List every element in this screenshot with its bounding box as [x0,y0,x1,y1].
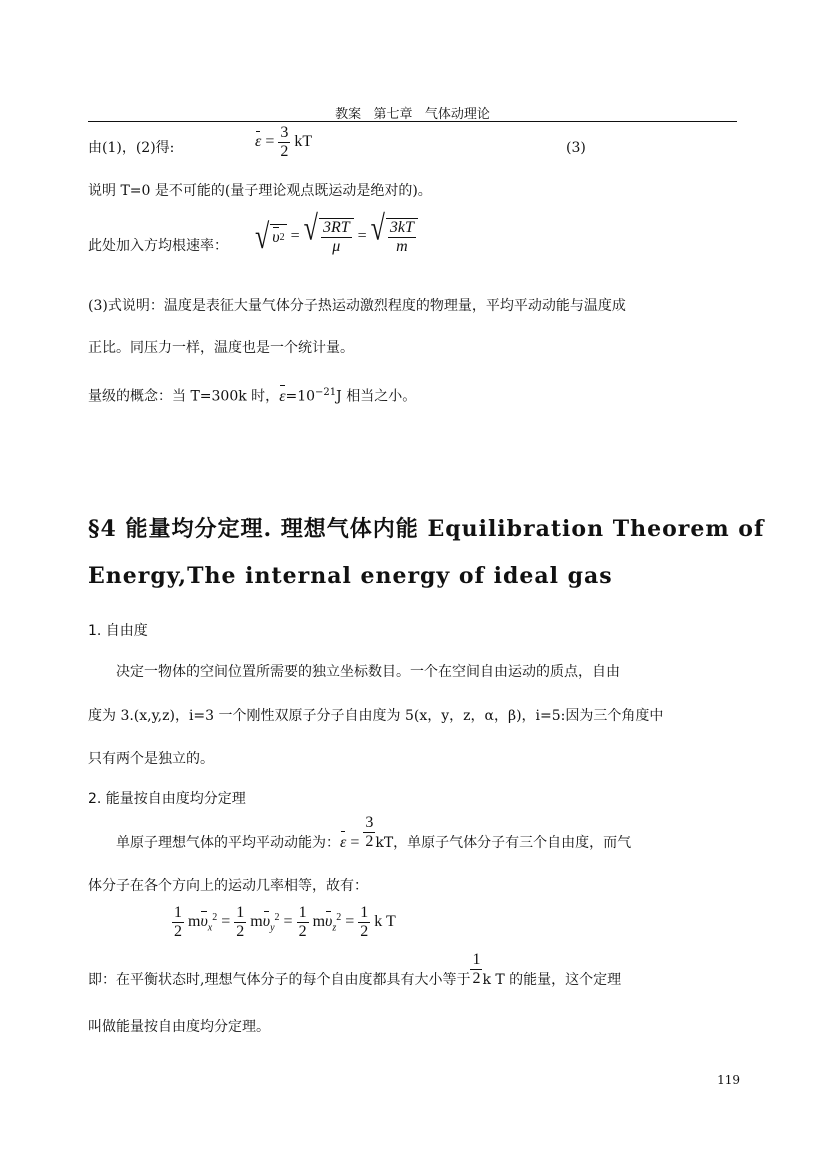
section-title-line-1: §4 能量均分定理. 理想气体内能 Equilibration Theorem of [88,516,765,542]
subsection-2-line-3-suffix: k T 的能量，这个定理 [482,972,622,988]
line-1-prefix: 由(1)，(2)得: [88,140,175,156]
formula-mono-energy: ε = $\frac{3}{2}$ [340,813,374,851]
subsection-1-line-1: 决定一物体的空间位置所需要的独立坐标数目。一个在空间自由运动的质点，自由 [116,664,620,680]
subsection-2-heading: 2. 能量按自由度均分定理 [88,791,246,807]
subsection-1-line-3: 只有两个是独立的。 [88,751,214,767]
subsection-2-line-3-prefix: 即：在平衡状态时,理想气体分子的每个自由度都具有大小等于 [88,972,471,988]
magnitude-exponent: −21 [315,387,337,398]
section-title-line-2: Energy,The internal energy of ideal gas [88,563,613,589]
subsection-2-line-3 [88,950,622,990]
subsection-1-line-2: 度为 3.(x,y,z)，i=3 一个刚性双原子分子自由度为 5(x，y，z，α，β)，i=5:因为三个角度中 [88,708,664,724]
magnitude-prefix: 量级的概念：当 T=300k 时， [88,388,280,405]
magnitude-suffix: J 相当之小。 [336,388,417,405]
subsection-2-line-1-suffix: kT，单原子气体分子有三个自由度，而气 [375,835,632,851]
formula-equipartition: $\frac{1}{2}$ $m\upsilon_x^2$ = $\frac{1}{2}$ $m\upsilon_y^2$ = $\frac{1}{2}$ $m\upsilon_z^2$ = $\frac{1}{2}$ k T [174,904,396,940]
subsection-2-line-4: 叫做能量按自由度均分定理。 [88,1019,270,1035]
equation-tag-3: (3) [566,140,586,156]
formula-rms-speed: √ υ 2 = √ $\frac{3RT}{\mu}$ = √ $\frac{3kT}{m}$ [255,218,418,256]
paragraph-1-line-a: (3)式说明：温度是表征大量气体分子热运动激烈程度的物理量，平均平动动能与温度成 [88,298,626,314]
paragraph-1-line-b: 正比。同压力一样，温度也是一个统计量。 [88,340,354,356]
subsection-2-line-1 [116,813,632,853]
page-number: 119 [717,1073,740,1087]
subsection-2-line-1-prefix: 单原子理想气体的平均平动动能为： [116,835,340,851]
header-rule [88,121,737,122]
formula-half: $\frac{1}{2}$ [472,950,481,987]
magnitude-line [88,383,416,407]
subsection-2-line-2: 体分子在各个方向上的运动几率相等，故有： [88,878,368,894]
magnitude-value: =10 [285,388,316,405]
page-header: 教案 第七章 气体动理论 [335,107,490,122]
line-2-text: 说明 T=0 是不可能的(量子理论观点既运动是绝对的)。 [88,183,432,199]
epsilon-symbol: ε [279,387,286,405]
formula-mean-energy: ε = $\frac{3}{2}$ kT [255,124,313,160]
subsection-1-heading: 1. 自由度 [88,623,148,639]
line-3-prefix: 此处加入方均根速率： [88,238,228,254]
